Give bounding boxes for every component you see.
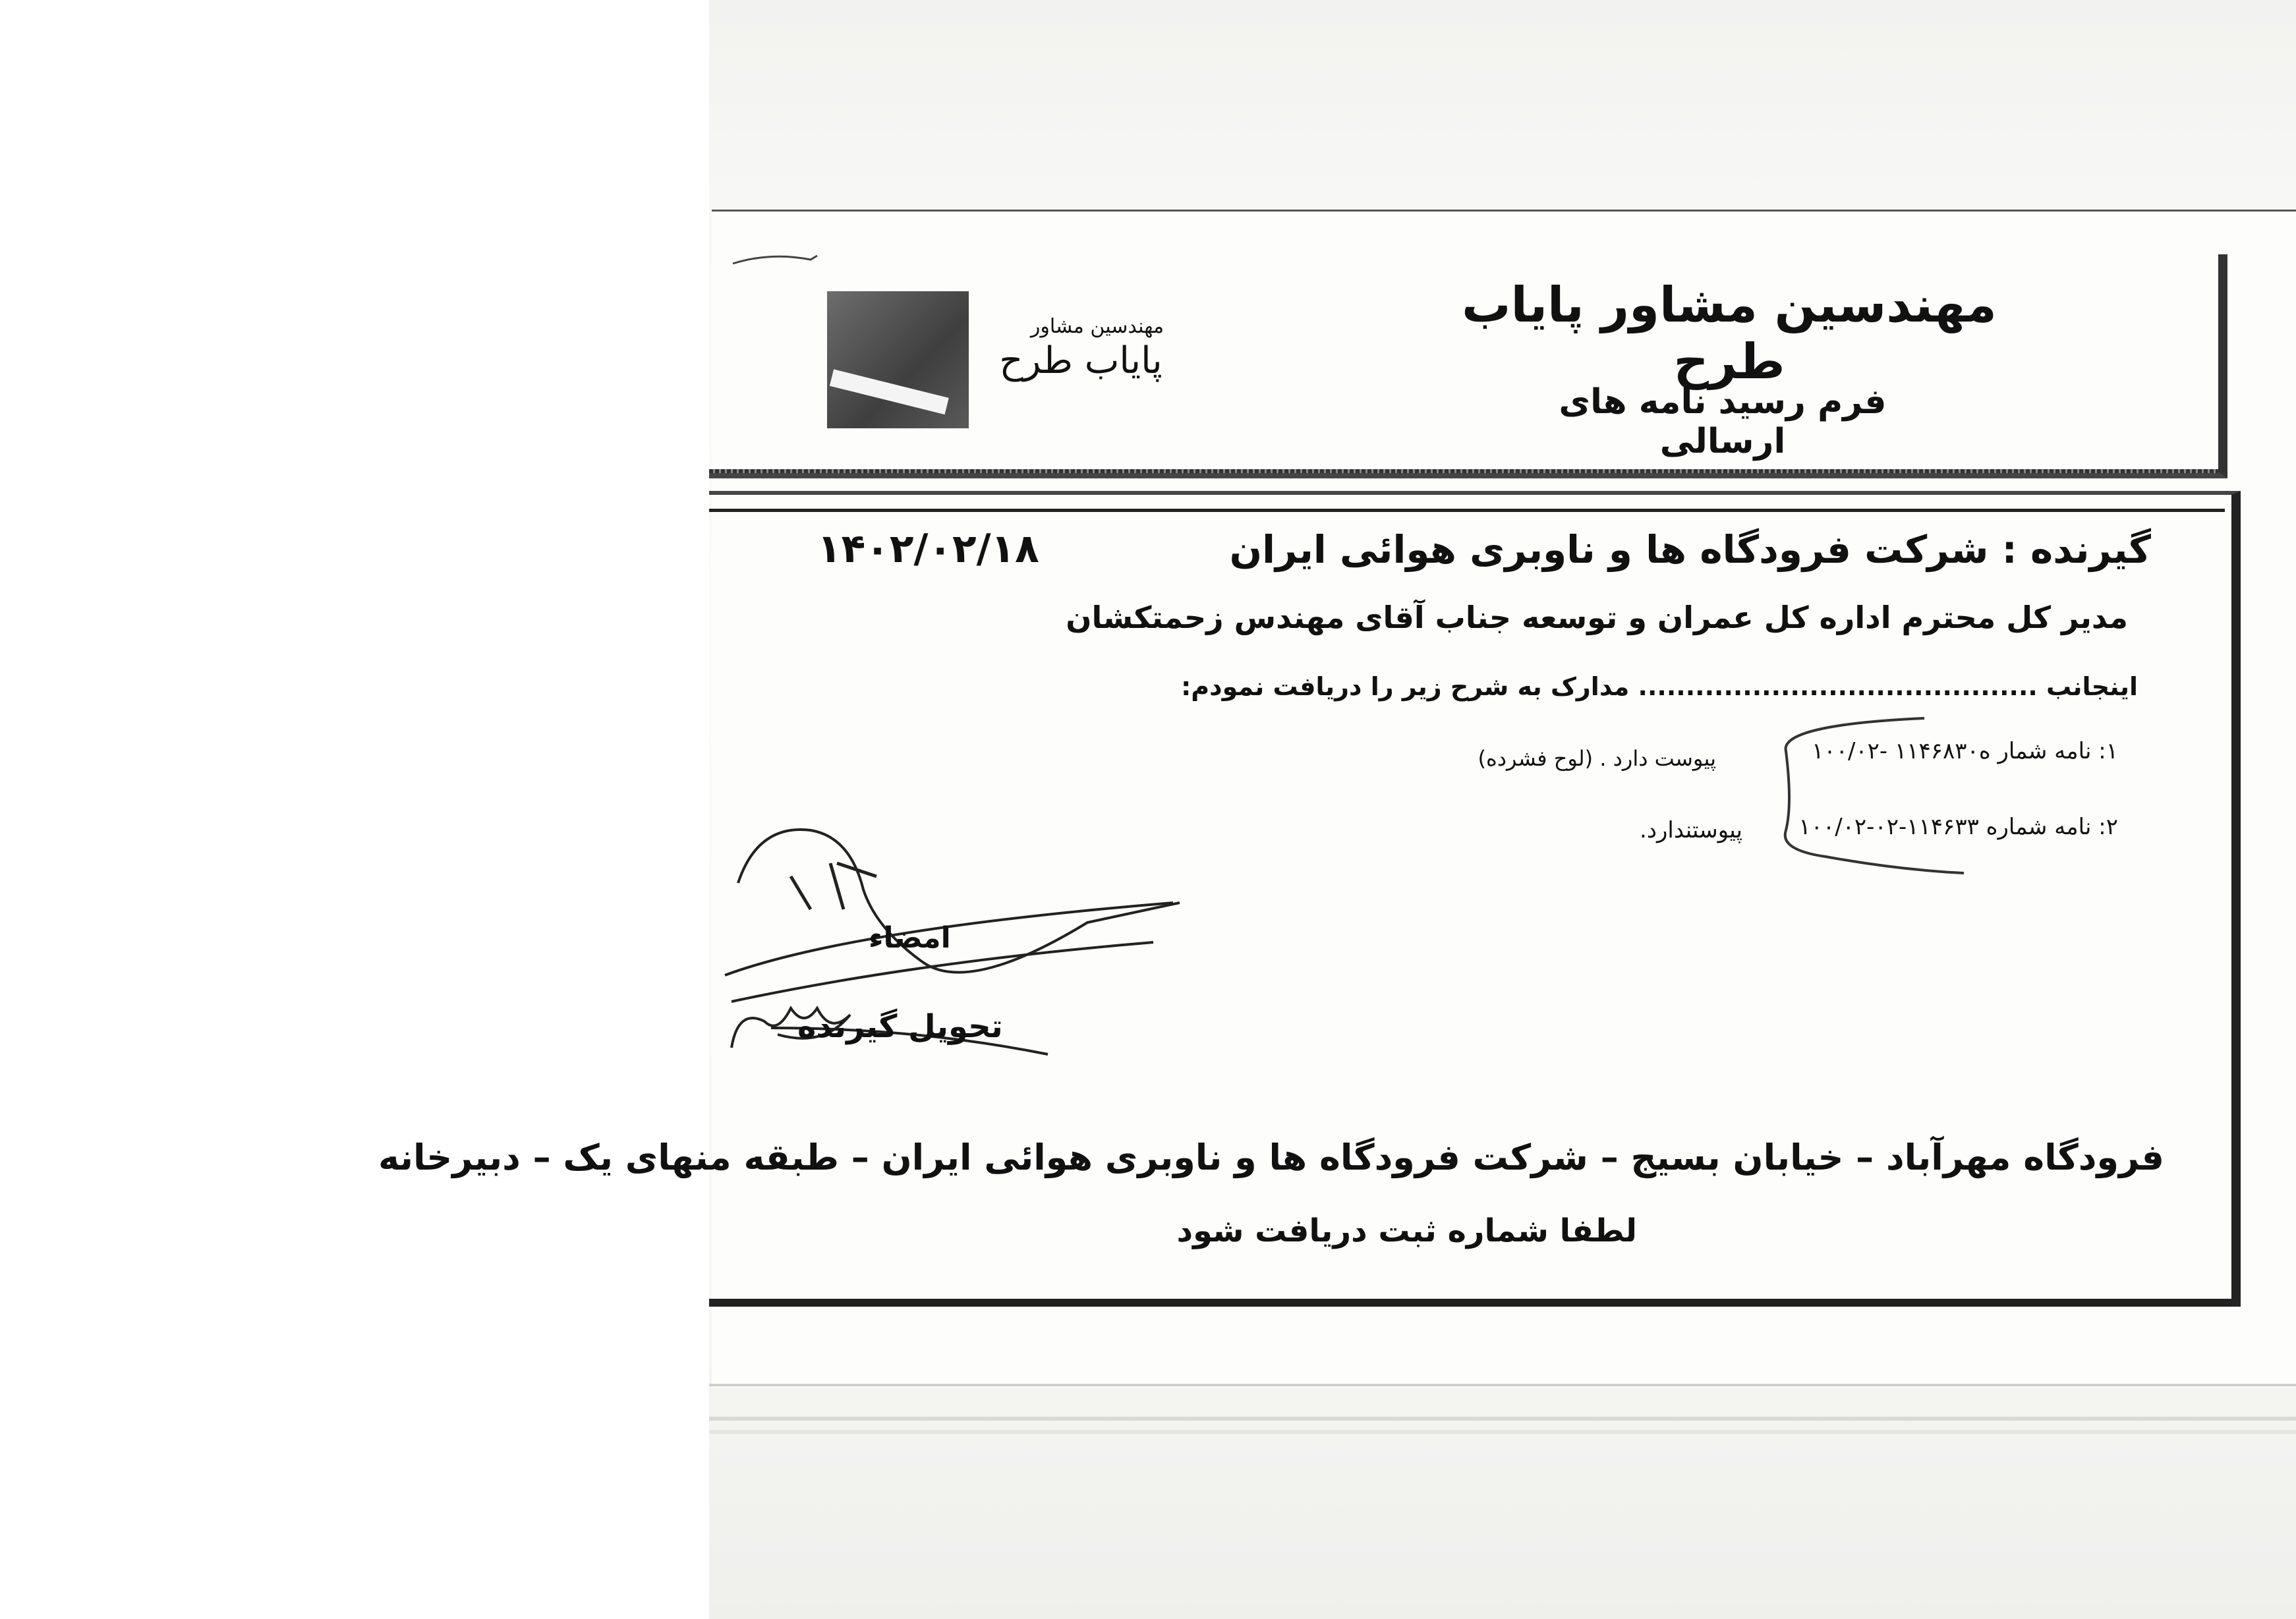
item-2-attachment: پیوستندارد.: [1640, 817, 1742, 843]
receipt-statement: اینجانب .......................................... مدارک به شرح زیر را دریافت نمودم:: [1181, 672, 2138, 701]
logo-title: پایاب طرح: [999, 339, 1162, 382]
form-title: فرم رسید نامه های ارسالی: [1559, 382, 1887, 461]
company-name: مهندسین مشاور پایاب طرح: [1462, 277, 1997, 390]
scan-edge-line: [709, 1430, 2296, 1434]
handwritten-bracket: [1766, 712, 2003, 883]
page-bottom-edge: [709, 1384, 2296, 1386]
letter-date: ۱۴۰۲/۰۲/۱۸: [817, 526, 1039, 572]
scan-edge-line: [709, 1417, 2296, 1421]
addressee-line: مدیر کل محترم اداره کل عمران و توسعه جناب آقای مهندس زحمتکشان: [1066, 600, 2128, 635]
receipt-top-rule: [709, 509, 2225, 512]
item-1-letter-number: ۱: نامه شمار ه۱۱۴۶۸۳۰ -۱۰۰/۰۲: [1812, 738, 2118, 764]
recipient-line: گیرنده : شرکت فرودگاه ها و ناوبری هوائی ایران: [1229, 527, 2151, 572]
header-divider: [709, 469, 2218, 473]
logo-subtitle: مهندسین مشاور: [1030, 315, 1164, 338]
item-2-letter-number: ۲: نامه شماره ۱۱۴۶۳۳-۰۲-۱۰۰/۰۲: [1798, 814, 2118, 840]
registration-note: لطفا شماره ثبت دریافت شود: [1176, 1212, 1637, 1249]
handwritten-signature: [718, 810, 1193, 1087]
company-logo-mark: [827, 291, 969, 428]
delivery-address: فرودگاه مهرآباد – خیابان بسیج – شرکت فرودگاه ها و ناوبری هوائی ایران – طبقه منهای یک – دبیرخانه: [378, 1137, 2164, 1178]
staple-mark: [732, 250, 837, 277]
delivery-recipient-label: تحویل گیرنده: [797, 1008, 1003, 1045]
signature-label: امضاء: [869, 921, 951, 955]
item-1-attachment: پیوست دارد . (لوح فشرده): [1478, 746, 1716, 771]
